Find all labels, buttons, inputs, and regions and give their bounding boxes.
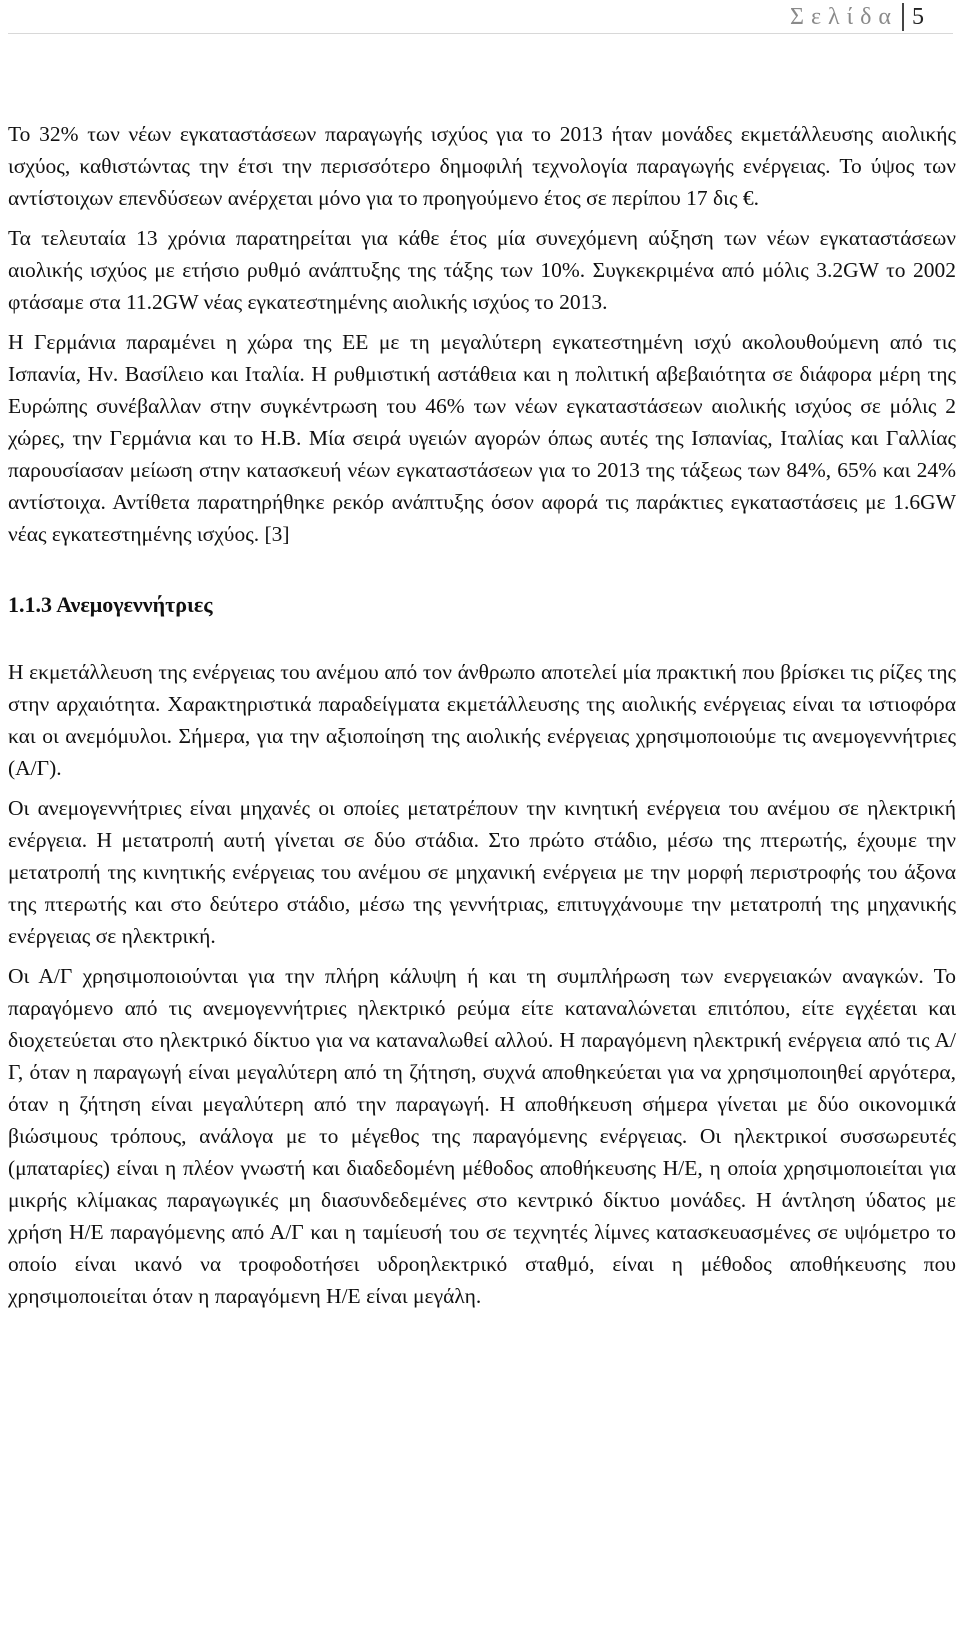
document-body xyxy=(8,118,956,1320)
paragraph-country-distribution: Η Γερμάνια παραμένει η χώρα της ΕΕ με τη μεγαλύτερη εγκατεστημένη ισχύ ακολουθούμενη από τις Ισπανία, Ην. Βασίλειο και Ιταλία. Η ρυθμιστική αστάθεια και η πολιτική αβεβαιότητα σε διάφορα μέρη της Ευρώπης συνέβαλλαν στην συγκέντρωση του 46% των νέων εγκαταστάσεων αιολικής ισχύος σε μόλις 2 χώρες, την Γερμάνια και το Η.Β. Μία σειρά υγειών αγορών όπως αυτές της Ισπανίας, Ιταλίας και Γαλλίας παρουσίασαν μείωση στην κατασκευή νέων εγκαταστάσεων για το 2013 της τάξεως των 84%, 65% και 24% αντίστοιχα. Αντίθετα παρατηρήθηκε ρεκόρ ανάπτυξης όσον αφορά τις παράκτιες εγκαταστάσεις με 1.6GW νέας εγκατεστημένης ισχύος. [3] xyxy=(8,330,956,546)
header-rule xyxy=(8,33,953,34)
paragraph-turbine-definition: Οι ανεμογεννήτριες είναι μηχανές οι οποίες μετατρέπουν την κινητική ενέργεια του ανέμου σε ηλεκτρική ενέργεια. Η μετατροπή αυτή γίνεται σε δύο στάδια. Στο πρώτο στάδιο, μέσω της πτερωτής, έχουμε την μετατροπή της κινητικής ενέργειας του ανέμου σε μηχανική ενέργεια με την μορφή περιστροφής του άξονα της πτερωτής και στο δεύτερο στάδιο, μέσω της γεννήτριας, επιτυγχάνουμε την μετατροπή της μηχανικής ενέργειας σε ηλεκτρική. xyxy=(8,796,956,948)
paragraph-turbine-usage-storage: Οι Α/Γ χρησιμοποιούνται για την πλήρη κάλυψη ή και τη συμπλήρωση των ενεργειακών αναγκών. Το παραγόμενο από τις ανεμογεννήτριες ηλεκτρικό ρεύμα είτε καταναλώνεται επιτόπου, είτε εγχέεται και διοχετεύεται στο ηλεκτρικό δίκτυο για να καταναλωθεί αλλού. Η παραγόμενη ηλεκτρική ενέργεια από τις Α/Γ, όταν η παραγωγή είναι μεγαλύτερη από τη ζήτηση, συχνά αποθηκεύεται για να χρησιμοποιηθεί αργότερα, όταν η ζήτηση είναι μεγαλύτερη από την παραγωγή. Η αποθήκευση σήμερα γίνεται με δύο οικονομικά βιώσιμους τρόπους, ανάλογα με το μέγεθος της παραγόμενης ενέργειας. Οι ηλεκτρικοί συσσωρευτές (μπαταρίες) είναι η πλέον γνωστή και διαδεδομένη μέθοδος αποθήκευσης Η/Ε, η οποία χρησιμοποιείται για μικρής κλίμακας παραγωγικές μη διασυνδεδεμένες στο κεντρικό δίκτυο μονάδες. Η άντληση ύδατος με χρήση Η/Ε παραγόμενης από Α/Γ και η ταμίευσή του σε τεχνητές λίμνες κατασκευασμένες σε υψόμετρο το οποίο είναι ικανό να τροφοδοτήσει υδροηλεκτρικό σταθμό, είναι η μέθοδος αποθήκευσης που χρησιμοποιείται όταν η παραγόμενη Η/Ε είναι μεγάλη. xyxy=(8,964,956,1308)
paragraph-wind-history: Η εκμετάλλευση της ενέργειας του ανέμου από τον άνθρωπο αποτελεί μία πρακτική που βρίσκει τις ρίζες της στην αρχαιότητα. Χαρακτηριστικά παραδείγματα εκμετάλλευσης της αιολικής ενέργειας είναι τα ιστιοφόρα και οι ανεμόμυλοι. Σήμερα, για την αξιοποίηση της αιολικής ενέργειας χρησιμοποιούμε τις ανεμογεννήτριες (Α/Γ). xyxy=(8,660,956,780)
section-heading: 1.1.3 Ανεμογεννήτριες xyxy=(8,592,213,617)
page-number: 5 xyxy=(912,3,924,30)
paragraph-wind-share-2013: Το 32% των νέων εγκαταστάσεων παραγωγής ισχύος για το 2013 ήταν μονάδες εκμετάλλευσης αιολικής ισχύος, καθιστώντας την έτσι την περισσότερο δημοφιλή τεχνολογία παραγωγής ενέργειας. Το ύψος των αντίστοιχων επενδύσεων ανέρχεται μόνο για το προηγούμενο έτος σε περίπου 17 δις €. xyxy=(8,122,956,210)
header-separator xyxy=(902,3,904,31)
page-header xyxy=(790,0,924,34)
page-label: Σελίδα xyxy=(789,3,898,30)
paragraph-growth-13-years: Τα τελευταία 13 χρόνια παρατηρείται για κάθε έτος μία συνεχόμενη αύξηση των νέων εγκαταστάσεων αιολικής ισχύος με ετήσιο ρυθμό ανάπτυξης της τάξης των 10%. Συγκεκριμένα από μόλις 3.2GW το 2002 φτάσαμε στα 11.2GW νέας εγκατεστημένης αιολικής ισχύος το 2013. xyxy=(8,226,956,314)
